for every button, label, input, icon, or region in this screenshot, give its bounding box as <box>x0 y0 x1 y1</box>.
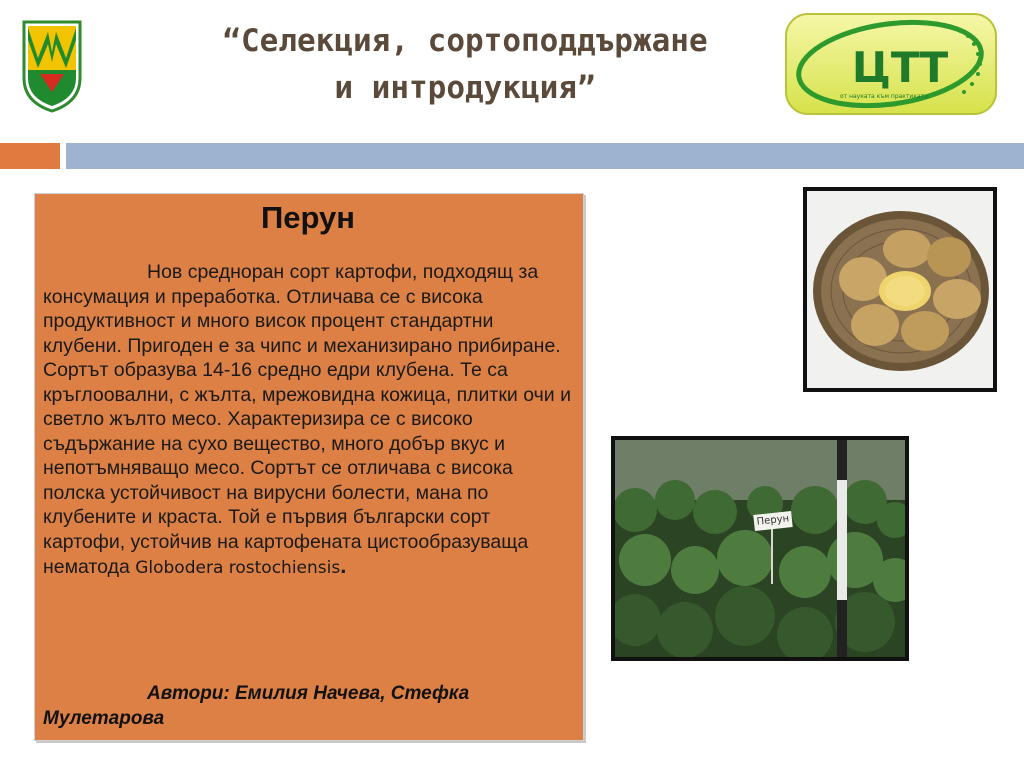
title-line-1: “Селекция, сортоподдържане <box>222 23 708 59</box>
variety-description-panel <box>34 193 584 741</box>
latin-name: Globodera rostochiensis <box>135 558 341 578</box>
ctt-logo <box>780 8 1005 123</box>
variety-description <box>43 260 573 581</box>
variety-sign: Перун <box>753 511 792 531</box>
description-text: Нов средноран сорт картофи, подходящ за консумация и преработка. Отличава се с висока продуктивност и много висок процент стандартни клубени. Пригоден е за чипс и механизирано прибиране. Сортът образува 14-16 средно едри клубена. Те са кръглоовални, с жълта, мрежовидна кожица, плитки очи и светло жълто месо. Характеризира се с високо съдържание на сухо вещество, много добър вкус и непотъмняващо месо. Сортът се отличава с висока полска устойчивост на вирусни болести, мана по клубените и краста. Той е първия български сорт картофи, устойчив на картофената цистообразуваща нематода <box>43 261 571 578</box>
authors: Автори: Емилия Начева, Стефка Мулетарова <box>43 683 470 729</box>
svg-text:от науката към практиката: от науката към практиката <box>840 93 928 100</box>
potato-field-photo <box>611 436 909 661</box>
emblem-logo <box>22 18 82 113</box>
variety-heading: Перун <box>260 200 355 235</box>
latin-end: . <box>340 553 347 578</box>
svg-text:ЦТТ: ЦТТ <box>851 43 949 92</box>
divider-accent <box>0 143 60 169</box>
divider-bar <box>66 143 1024 169</box>
title-line-2: и интродукция” <box>334 70 596 106</box>
potato-tubers-photo <box>803 187 997 392</box>
page-title <box>120 18 810 112</box>
